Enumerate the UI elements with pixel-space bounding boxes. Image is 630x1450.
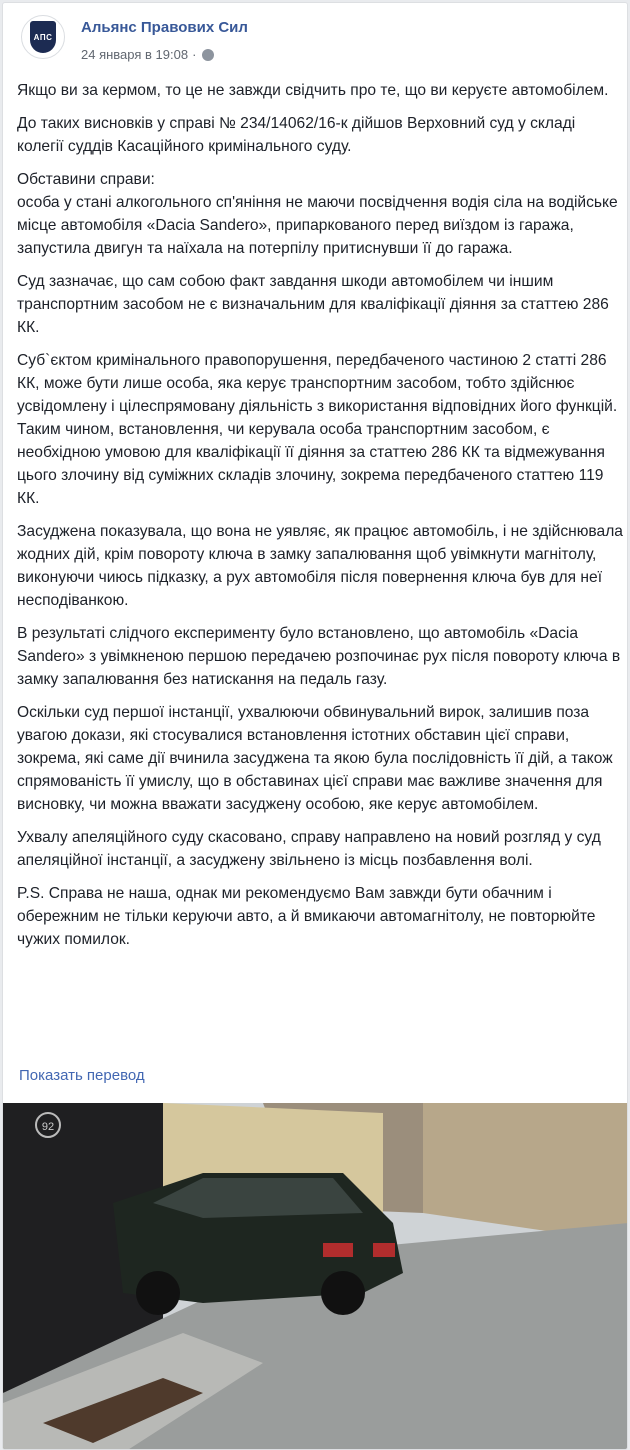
show-translation-link[interactable]: Показать перевод (19, 1067, 145, 1084)
shield-logo: АПС (30, 21, 56, 53)
separator: · (192, 47, 197, 62)
car (113, 1173, 403, 1315)
photo-scene (3, 1103, 628, 1450)
paragraph: Суб`єктом кримінального правопорушення, передбаченого частиною 2 статті 286 КК, може бути лише особа, яка керує транспортним засобом, тобто здійснює усвідомлену і цілеспрямовану діяльність з використання відповідних його функцій. Таким чином, встановлення, чи керувала особа транспортним засобом, є необхідною умовою для кваліфікації її діяння за статтею 286 КК та відмежування цього злочину від суміжних складів злочину, зокрема передбаченого статтею 119 КК. (17, 352, 618, 507)
post-photo[interactable] (3, 1103, 628, 1450)
paragraph: Обставини справи: (17, 171, 155, 188)
post-card (2, 2, 628, 1450)
paragraph: особа у стані алкогольного сп'яніння не маючи посвідчення водія сіла на водійське місце автомобіля «Dacia Sandero», припаркованого перед виїздом із гаража, запустила двигун та наїхала на потерпілу притиснувши її до гаража. (17, 194, 618, 257)
post-meta (81, 47, 214, 62)
paragraph: До таких висновків у справі № 234/14062/16-к дійшов Верховний суд у складі колегії суддів Касаційного кримінального суду. (17, 115, 576, 155)
paragraph: Засуджена показувала, що вона не уявляє, як працює автомобіль, і не здійснювала жодних дій, крім повороту ключа в замку запалювання щоб увімкнути магнітолу, виконуючи чиюсь підказку, а рух автомобіля після повернення ключа був для неї несподіванкою. (17, 523, 623, 609)
paragraph: В результаті слідчого експерименту було встановлено, що автомобіль «Dacia Sandero» з увімкненою першою передачею розпочинає рух після повороту ключа в замку запалювання без натискання на педаль газу. (17, 625, 621, 688)
globe-icon[interactable] (202, 49, 214, 61)
paragraph: Якщо ви за кермом, то це не завжди свідчить про те, що ви керуєте автомобілем. (17, 82, 609, 99)
garage-number: 92 (41, 1121, 55, 1133)
timestamp-link[interactable]: 24 января в 19:08 (81, 47, 189, 62)
paragraph: P.S. Справа не наша, однак ми рекомендуємо Вам завжди бути обачним і обережним не тільки керуючи авто, а й вмикаючи автомагнітолу, не повторюйте чужих помилок. (17, 885, 596, 948)
paragraph: Ухвалу апеляційного суду скасовано, справу направлено на новий розгляд у суд апеляційної інстанції, а засуджену звільнено із місць позбавлення волі. (17, 829, 601, 869)
paragraph: Оскільки суд першої інстанції, ухвалюючи обвинувальний вирок, залишив поза увагою докази, які стосувалися встановлення істотних обставин цієї справи, зокрема, які саме дії вчинила засуджена та якою була послідовність її дій, а також спрямованість її умислу, що в обставинах цієї справи має важливе значення для висновку, чи можна вважати засуджену особою, яке керує автомобілем. (17, 704, 613, 813)
page-name-link[interactable]: Альянс Правових Сил (81, 19, 248, 36)
post-text (17, 79, 623, 961)
paragraph: Суд зазначає, що сам собою факт завдання шкоди автомобілем чи іншим транспортним засобом не є визначальним для кваліфікації діяння за статтею 286 КК. (17, 273, 609, 336)
page-avatar[interactable] (21, 15, 65, 59)
